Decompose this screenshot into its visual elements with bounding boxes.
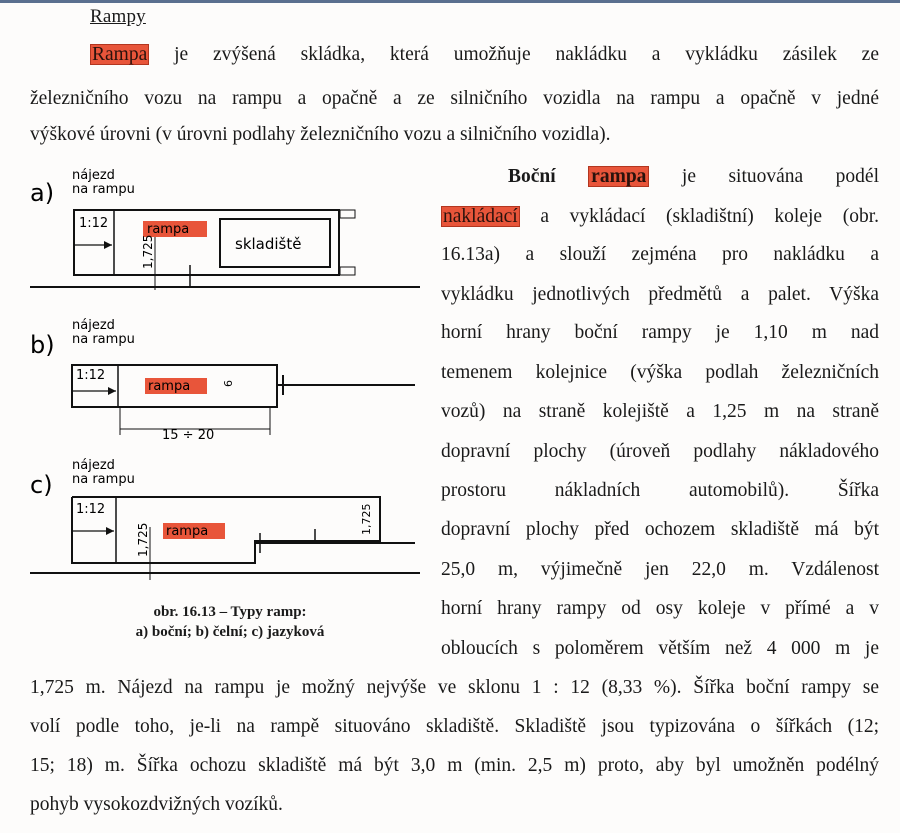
right-line-10: dopravní plochy před ochozem skladiště má být <box>441 519 879 540</box>
right-line-11: 25,0 m, výjimečně jen 22,0 m. Vzdálenost <box>441 559 879 580</box>
diagram-a-stairs-top <box>340 210 355 218</box>
diagram-c-na-rampu-label: na rampu <box>72 472 135 487</box>
diagram-a-rampa-label: rampa <box>147 222 190 237</box>
bottom-line-4: pohyb vysokozdvižných vozíků. <box>30 794 283 815</box>
diagram-a-slope-label: 1:12 <box>79 216 109 231</box>
highlight-rampa-2: rampa <box>588 166 649 187</box>
diagram-b-slope-label: 1:12 <box>76 368 106 383</box>
right-line-5: horní hrany boční rampy je 1,10 m nad <box>441 322 879 343</box>
right-line-9: prostoru nákladních automobilů). Šířka <box>441 480 879 501</box>
right-line-8: dopravní plochy (úroveň podlahy nákladového <box>441 441 879 462</box>
diagram-b-arrowhead <box>108 387 116 395</box>
diagram-b-celni-rampa <box>30 315 430 445</box>
bottom-line-2: volí podle toho, je-li na rampě situováno skladiště. Skladiště jsou typizována o šířkách (12; <box>30 716 879 737</box>
diagram-a-skladiste-label: skladiště <box>235 235 302 253</box>
right-line-4: vykládku jednotlivých předmětů a palet. Výška <box>441 284 879 305</box>
intro-line-1: Rampa je zvýšená skládka, která umožňuje nakládku a vykládku zásilek ze <box>92 44 879 65</box>
diagram-c-height2-label: 1,725 <box>360 503 373 535</box>
right-line-12: horní hrany rampy od osy koleje v přímé a v <box>441 598 879 619</box>
diagram-a-na-rampu-label: na rampu <box>72 182 135 197</box>
top-rule <box>0 0 900 3</box>
diagram-b-length-label: 15 ÷ 20 <box>162 428 215 443</box>
right-line-7: vozů) na straně kolejiště a 1,25 m na straně <box>441 401 879 422</box>
diagram-b-najezd-label: nájezd <box>72 318 115 333</box>
highlight-rampa: Rampa <box>92 44 148 65</box>
section-heading: Rampy <box>90 6 146 27</box>
right-line-2: nakládací a vykládací (skladištní) koleje (obr. <box>443 206 879 227</box>
diagram-b-letter: b) <box>30 331 55 359</box>
figure-caption-subtitle: a) boční; b) čelní; c) jazyková <box>135 624 325 640</box>
figure-caption-title: obr. 16.13 – Typy ramp: <box>153 604 307 620</box>
diagram-a-height-label: 1,725 <box>141 234 155 269</box>
diagram-b-na-rampu-label: na rampu <box>72 332 135 347</box>
diagram-c-arrowhead <box>106 527 114 535</box>
diagram-c-najezd-label: nájezd <box>72 458 115 473</box>
diagram-c-rampa-label: rampa <box>166 524 209 539</box>
diagram-a-stairs-bottom <box>340 267 355 275</box>
bottom-line-3: 15; 18) m. Šířka ochozu skladiště má být 3,0 m (min. 2,5 m) proto, aby byl umožněn podélný <box>30 755 879 776</box>
right-line-1: Boční rampa je situována podél <box>508 166 879 187</box>
diagram-a-bocni-rampa <box>30 165 430 295</box>
right-line-6: temenem kolejnice (výška podlah železničních <box>441 362 879 383</box>
diagram-c-height-label: 1,725 <box>136 522 150 557</box>
intro-line-2: železničního vozu na rampu a opačně a ze silničního vozidla na rampu a opačně v jedné <box>30 88 879 109</box>
diagram-c-slope-label: 1:12 <box>76 502 106 517</box>
diagram-b-rampa-label: rampa <box>148 379 191 394</box>
diagram-c-ramp-outline <box>72 497 380 563</box>
diagram-c-jazykova-rampa <box>30 455 430 585</box>
right-line-13: obloucích s poloměrem větším než 4 000 m je <box>441 638 879 659</box>
diagram-c-letter: c) <box>30 471 53 499</box>
diagram-b-width-label: 6 <box>222 380 235 387</box>
diagram-a-letter: a) <box>30 179 55 207</box>
diagram-a-arrowhead <box>104 241 112 249</box>
right-line-3: 16.13a) a slouží zejména pro nakládku a <box>441 244 879 265</box>
intro-line-3: výškové úrovni (v úrovni podlahy železničního vozu a silničního vozidla). <box>30 124 611 145</box>
diagram-a-najezd-label: nájezd <box>72 168 115 183</box>
bottom-line-1: 1,725 m. Nájezd na rampu je možný nejvýše ve sklonu 1 : 12 (8,33 %). Šířka boční rampy se <box>30 677 879 698</box>
highlight-nakladaci: nakládací <box>443 206 518 227</box>
